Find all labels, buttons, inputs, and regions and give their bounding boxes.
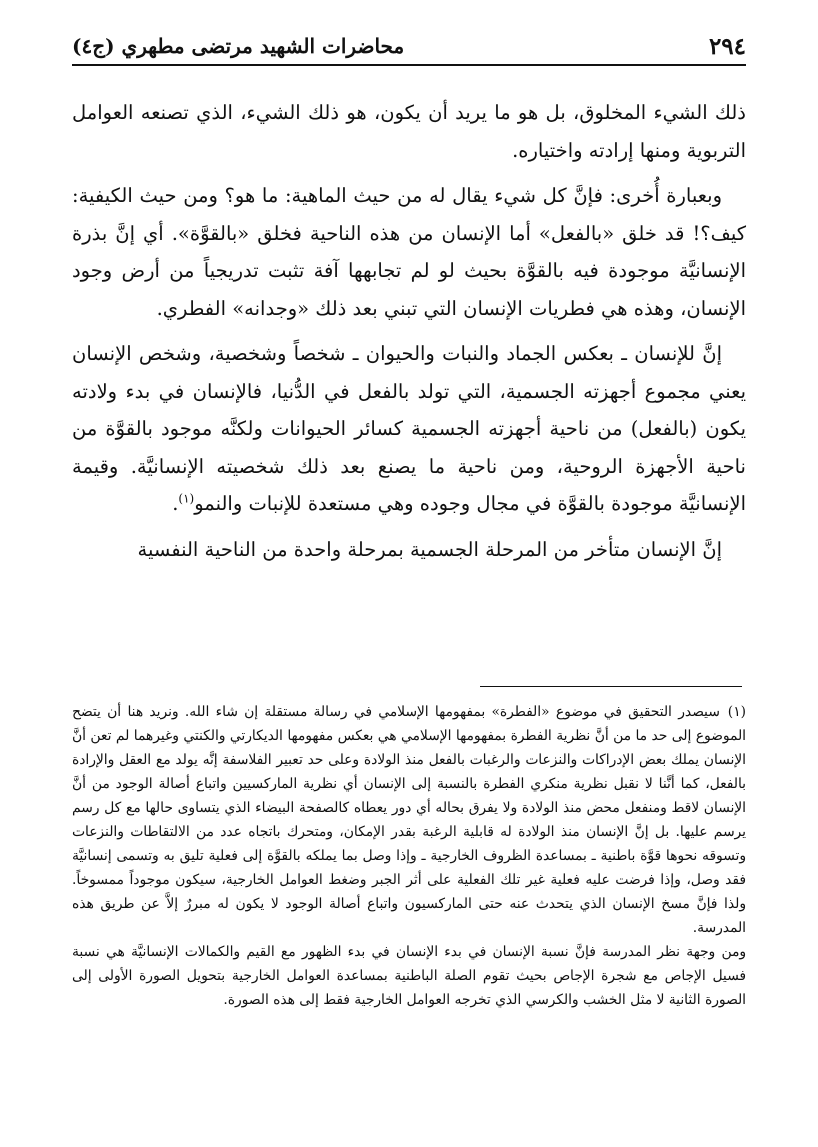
- footnote-1: [72, 700, 746, 940]
- paragraph-1: ذلك الشيء المخلوق، بل هو ما يريد أن يكون، هو ذلك الشيء، الذي تصنعه العوامل التربوية ومنها إرادته واختياره.: [72, 101, 746, 162]
- book-title: محاضرات الشهيد مرتضى مطهري (ج٤): [72, 34, 405, 58]
- footnote-1-continued: ومن وجهة نظر المدرسة فإنَّ نسبة الإنسان في بدء الإنسان في بدء الظهور مع القيم والكمالات الإنسانيَّة هي نسبة فسيل الإجاص مع شجرة الإجاص بحيث تقوم الصلة الباطنية بمساعدة العوامل الخارجية بتحويل الصورة الأولى إلى الصورة الثانية لا مثل الخشب والكرسي الذي تخرجه العوامل الخارجية فقط إلى هذه الصورة.: [72, 944, 746, 1008]
- page-number: ٢٩٤: [708, 32, 746, 60]
- main-text: [72, 94, 746, 576]
- footnotes: [72, 700, 746, 1012]
- footnote-reference[interactable]: (١): [178, 491, 195, 506]
- running-header: [72, 28, 746, 66]
- paragraph-4: إنَّ الإنسان متأخر من المرحلة الجسمية بمرحلة واحدة من الناحية النفسية: [137, 537, 722, 561]
- paragraph-3-text: إنَّ للإنسان ـ بعكس الجماد والنبات والحيوان ـ شخصاً وشخصية، وشخص الإنسان يعني مجموع أجهزته الجسمية، التي تولد بالفعل في الدُّنيا، فالإنسان في بدء ولادته يكون (بالفعل) من ناحية أجهزته الجسمية كسائر الحيوانات ولكنَّه موجود بالقوَّة من ناحية الأجهزة الروحية، ومن ناحية ما يصنع بعد ذلك شخصيته الإنسانيَّة. وقيمة الإنسانيَّة موجودة بالقوَّة في مجال وجوده وهي مستعدة للإنبات والنمو: [72, 342, 746, 515]
- paragraph-3: [72, 335, 746, 523]
- footnote-1-text: سيصدر التحقيق في موضوع «الفطرة» بمفهومها الإسلامي في رسالة مستقلة إن شاء الله. ونريد هنا أن يتضح الموضوع إلى حد ما من أنَّ نظرية الفطرة بمفهومها الإسلامي هي بعكس مفهومها الديكارتي والكنتي وغيرهما لم تعن أنَّ الإنسان يملك بعض الإدراكات والنزعات والرغبات بالفعل منذ الولادة وعلى حد تعبير الفلاسفة إنَّه يولد مع العقل والإرادة بالفعل، كما أنَّنا لا نقبل نظرية منكري الفطرة بالنسبة إلى الإنسان أي نظرية الماركسيين واتباع أصالة الوجود من أنَّ الإنسان لاقط ومنفعل محض منذ الولادة ولا يفرق بحاله أي دور يعطاه كالصفحة البيضاء الذي يتساوى حالها مع كل رسم يرسم عليها. بل إنَّ الإنسان منذ الولادة له قابلية الرغبة بقدر الإمكان، ومتحرك باتجاه عدد من الالتقاطات والنزعات وتسوقه نحوها قوَّة باطنية ـ بمساعدة الظروف الخارجية ـ وإذا وصل بما يملكه بالقوَّة إلى فعلية تليق به وتسمى إنسانيَّة فقد وصل، وإذا فرضت عليه فعلية غير تلك الفعلية على أثر الجبر وضغط العوامل الخارجية، سيكون موجوداً ممسوخاً. ولذا فإنَّ مسخ الإنسان الذي يتحدث عنه حتى الماركسيون واتباع أصالة الوجود لا يكون له مبررٌ إلاَّ عن طريق هذه المدرسة.: [72, 704, 746, 936]
- paragraph-3-end: .: [172, 492, 179, 515]
- footnote-separator: [480, 686, 742, 687]
- footnote-marker: (١): [727, 704, 746, 720]
- paragraph-2: وبعبارة أُخرى: فإنَّ كل شيء يقال له من حيث الماهية: ما هو؟ ومن حيث الكيفية: كيف؟! قد خلق «بالفعل» أما الإنسان من هذه الناحية فخلق «بالقوَّة». أي إنَّ بذرة الإنسانيَّة موجودة فيه بالقوَّة بحيث لو لم تجابهها آفة تثبت تدريجياً من أرض وجود الإنسان، وهذه هي فطريات الإنسان التي تبني بعد ذلك «وجدانه» الفطري.: [72, 184, 746, 320]
